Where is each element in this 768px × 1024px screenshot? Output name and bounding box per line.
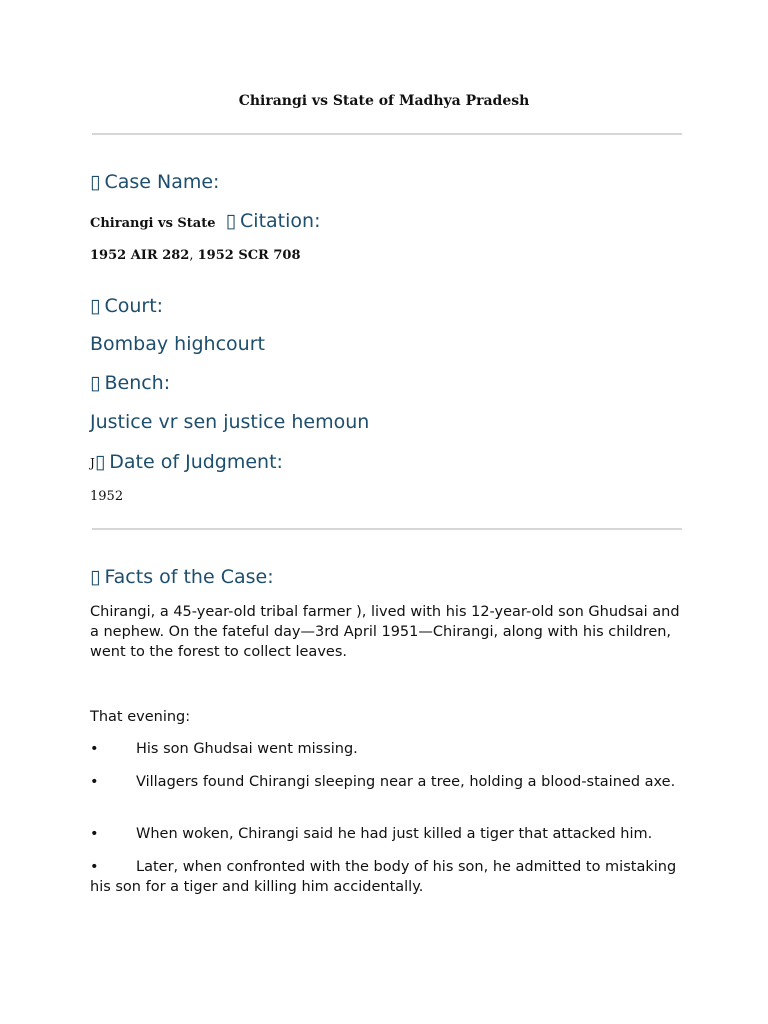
document-title: Chirangi vs State of Madhya Pradesh [238, 93, 530, 109]
missing-glyph-icon: ▯ [225, 210, 237, 232]
court-label: Court: [104, 295, 164, 317]
citation-label: Citation: [240, 210, 321, 232]
list-item [90, 857, 680, 897]
court-value: Bombay highcourt [90, 333, 265, 355]
list-item [90, 739, 680, 759]
divider-middle [92, 528, 682, 530]
bench-value: Justice vr sen justice hemoun [90, 411, 370, 433]
bullet-icon: • [90, 774, 99, 790]
bullet-text: His son Ghudsai went missing. [136, 741, 358, 757]
bullet-text: When woken, Chirangi said he had just killed a tiger that attacked him. [136, 826, 653, 842]
list-item [90, 824, 680, 844]
citation-heading [90, 209, 320, 236]
facts-heading [90, 565, 274, 589]
missing-glyph-icon: ▯ [90, 295, 101, 317]
citation-value [90, 248, 301, 263]
facts-label: Facts of the Case: [104, 566, 274, 588]
bullet-icon: • [90, 741, 99, 757]
facts-evening: That evening: [90, 709, 191, 725]
court-heading [90, 294, 163, 318]
bullet-text: Later, when confronted with the body of his son, he admitted to mistaking his son for a tiger and killing him accidentally. [90, 859, 677, 895]
bench-label: Bench: [104, 372, 171, 394]
missing-glyph-icon: ▯ [90, 372, 101, 394]
missing-glyph-icon: ▯ [90, 566, 101, 588]
judgment-value: 1952 [90, 489, 124, 504]
divider-top [92, 133, 682, 135]
missing-glyph-icon: ▯ [90, 171, 101, 193]
bullet-icon: • [90, 826, 99, 842]
case-name-heading [90, 170, 219, 194]
missing-glyph-icon: ▯ [94, 451, 106, 473]
bullet-icon: • [90, 859, 99, 875]
bullet-text: Villagers found Chirangi sleeping near a tree, holding a blood-stained axe. [136, 774, 676, 790]
case-name-value: Chirangi vs State [90, 216, 216, 231]
judgment-prefix: J [90, 456, 95, 470]
citation-separator: , [189, 248, 198, 263]
citation-value-air: 1952 AIR 282 [90, 248, 190, 263]
judgment-heading [90, 450, 283, 475]
facts-intro: Chirangi, a 45-year-old tribal farmer ), lived with his 12-year-old son Ghudsai and a nephew. On the fateful day—3rd April 1951—Chirangi, along with his children, went to the forest to collect leaves. [90, 604, 680, 660]
case-name-label: Case Name: [104, 171, 220, 193]
list-item [90, 772, 680, 792]
bench-heading [90, 371, 170, 395]
judgment-label: Date of Judgment: [109, 451, 283, 473]
citation-value-scr: 1952 SCR 708 [197, 248, 301, 263]
